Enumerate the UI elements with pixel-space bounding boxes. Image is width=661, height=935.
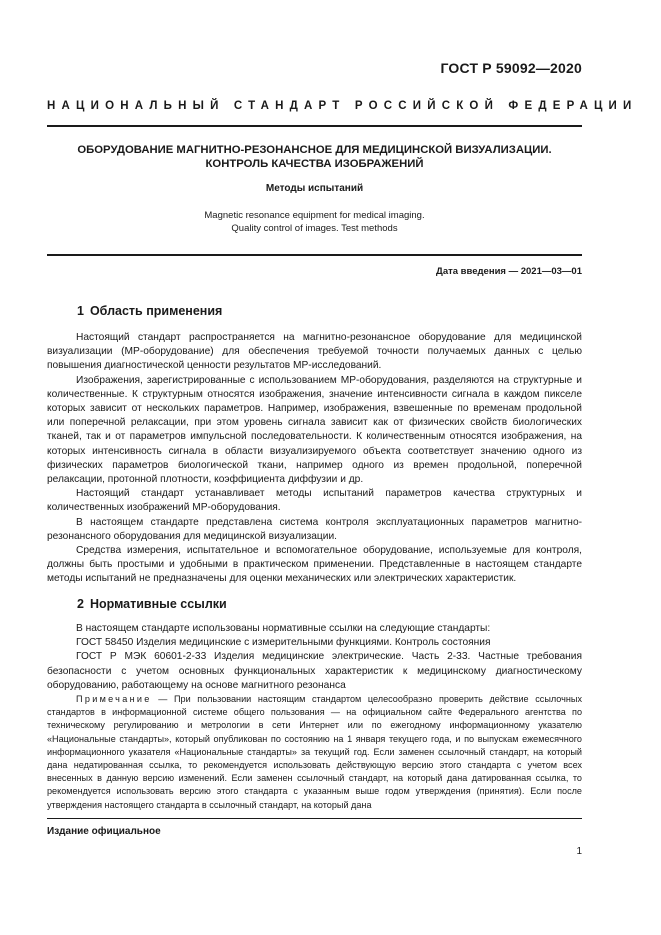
paragraph: Настоящий стандарт распространяется на магнитно-резонансное оборудование для медицинской визуализации (МР-оборудование) для обеспечения требуемой точности получаемых данных с целью повышения диагностической ценности результатов МР-исследований. (47, 332, 582, 372)
introduction-date: Дата введения — 2021—03—01 (436, 266, 582, 277)
note-label: Примечание (76, 694, 152, 704)
section-2-title: Нормативные ссылки (89, 597, 227, 611)
section-1-number: 1 (77, 304, 84, 318)
footer-divider (47, 818, 582, 819)
document-subtitle: Методы испытаний (265, 183, 364, 194)
section-2-number: 2 (77, 597, 84, 611)
section-1-title: Область применения (89, 304, 223, 318)
english-title (47, 210, 582, 235)
document-title (47, 143, 582, 171)
section-1-heading (77, 304, 222, 318)
title-line-2: КОНТРОЛЬ КАЧЕСТВА ИЗОБРАЖЕНИЙ (205, 158, 424, 170)
paragraph: Средства измерения, испытательное и вспомогательное оборудование, используемые для контроля, должны быть простыми и удобными в практическом применении. Представленные в настоящем стандарте методы испытаний не предназначены для оценки механических или электрических характеристик. (47, 545, 582, 585)
paragraph: ГОСТ 58450 Изделия медицинские с измерительными функциями. Контроль состояния (76, 637, 491, 649)
paragraph: В настоящем стандарте использованы нормативные ссылки на следующие стандарты: (76, 623, 491, 634)
english-title-line-1: Magnetic resonance equipment for medical imaging. (204, 210, 425, 221)
section-2-body (47, 622, 582, 693)
paragraph: В настоящем стандарте представлена система контроля эксплуатационных параметров магнитно-резонансного оборудования для медицинской визуализации. (47, 516, 582, 542)
title-line-1: ОБОРУДОВАНИЕ МАГНИТНО-РЕЗОНАНСНОЕ ДЛЯ МЕДИЦИНСКОЙ ВИЗУАЛИЗАЦИИ. (77, 144, 552, 156)
section-2-heading (77, 597, 227, 611)
title-divider (47, 254, 582, 256)
header-divider (47, 125, 582, 127)
reference-note (47, 693, 582, 812)
paragraph: Настоящий стандарт устанавливает методы испытаний параметров качества структурных и количественных изображений МР-оборудования. (47, 488, 582, 514)
national-standard-header: НАЦИОНАЛЬНЫЙ СТАНДАРТ РОССИЙСКОЙ ФЕДЕРАЦИИ (47, 100, 638, 112)
paragraph: Изображения, зарегистрированные с использованием МР-оборудования, разделяются на структурные и количественные. К структурным относятся изображения, значение интенсивности сигнала в каждом пикселе которых зависит от нескольких параметров. Например, изображения, взвешенные по временам продольной или поперечной релаксации, при этом уровень сигнала зависит как от физических свойств биологических тканей, так и от параметров импульсной последовательности. К количественным относятся изображения, на которых интенсивность сигнала в области визуализируемого объекта соответствует значению одного из физических параметров биологической ткани, например одного из времен продольной, поперечной релаксации, протонной плотности, коэффициента диффузии и др. (47, 374, 582, 486)
note-text: — При пользовании настоящим стандартом целесообразно проверить действие ссылочных стандартов в информационной системе общего пользования — на официальном сайте Федерального агентства по техническому регулированию и метрологии в сети Интернет или по ежегодному информационному указателю «Национальные стандарты», который опубликован по состоянию на 1 января текущего года, и по выпускам ежемесячного информационного указателя «Национальные стандарты» за текущий год. Если заменен ссылочный стандарт, на который дана недатированная ссылка, то рекомендуется использовать действующую версию этого стандарта с учетом всех внесенных в данную версию изменений. Если заменен ссылочный стандарт, на который дана датированная ссылка, то рекомендуется использовать версию этого стандарта с указанным выше годом утверждения (принятия). Если после утверждения настоящего стандарта в ссылочный стандарт, на который дана (47, 694, 582, 810)
edition-label: Издание официальное (47, 826, 161, 837)
english-title-line-2: Quality control of images. Test methods (231, 222, 398, 234)
page-number: 1 (576, 846, 582, 857)
paragraph: ГОСТ Р МЭК 60601-2-33 Изделия медицинские электрические. Часть 2-33. Частные требования безопасности с учетом основных функциональных характеристик к медицинскому диагностическому оборудованию, работающему на основе магнитного резонанса (47, 651, 582, 691)
standard-number: ГОСТ Р 59092—2020 (440, 60, 582, 76)
section-1-body (47, 331, 582, 587)
